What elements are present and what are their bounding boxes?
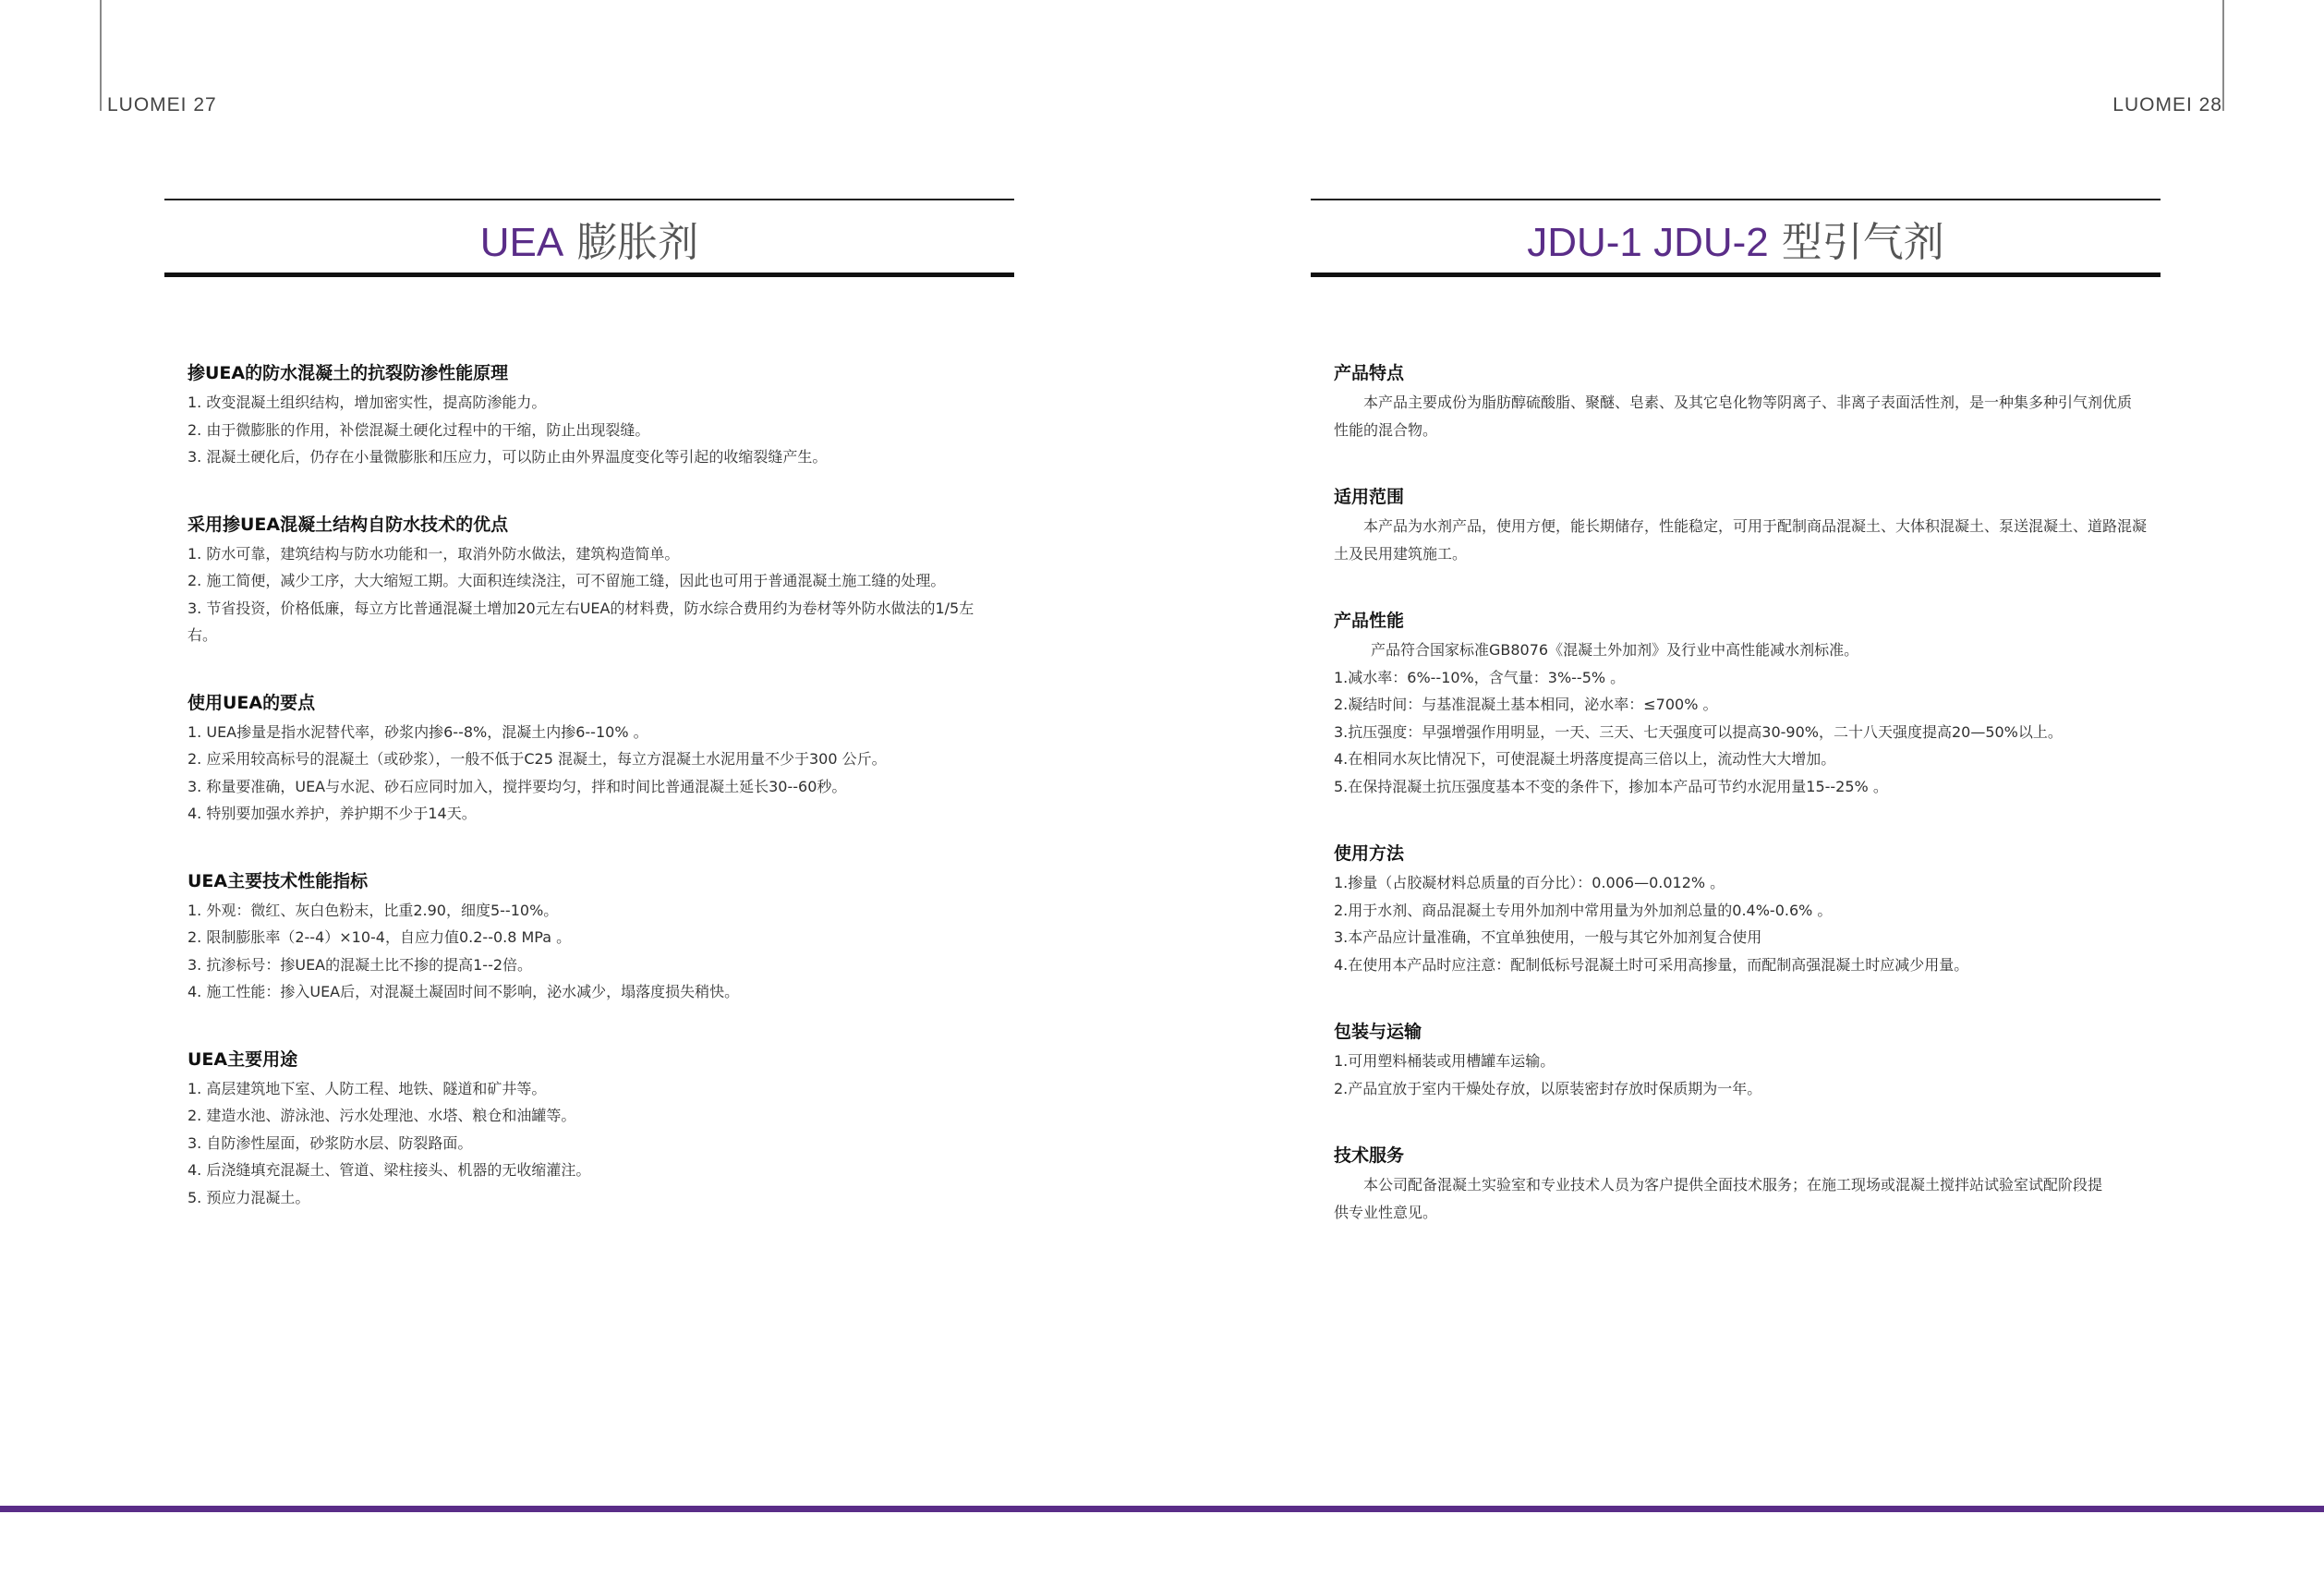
section-usage-method — [1334, 841, 2161, 978]
section-heading: 使用方法 — [1334, 843, 1405, 864]
list-item: 3. 自防渗性屋面，砂浆防水层、防裂路面。 — [188, 1133, 473, 1152]
list-item: 2. 限制膨胀率（2--4）×10-4，自应力值0.2--0.8 MPa 。 — [188, 928, 572, 946]
list-item: 1.减水率：6%--10%，含气量：3%--5% 。 — [1334, 668, 1626, 686]
list-item: 4. 施工性能：掺入UEA后，对混凝土凝固时间不影响，泌水减少，塌落度损失稍快。 — [188, 983, 740, 1000]
section-heading: 产品性能 — [1334, 611, 1405, 631]
paragraph-line: 本产品主要成份为脂肪醇硫酸脂、聚醚、皂素、及其它皂化物等阴离子、非离子表面活性剂，是一种集多种引气剂优质 — [1363, 394, 2133, 411]
section-tech-service — [1334, 1143, 2161, 1226]
left-title-accent: UEA — [479, 220, 564, 265]
paragraph-line: 产品符合国家标准GB8076《混凝土外加剂》及行业中高性能减水剂标准。 — [1371, 641, 1859, 659]
list-item: 1.可用塑料桶装或用槽罐车运输。 — [1334, 1052, 1555, 1070]
list-item: 1. UEA掺量是指水泥替代率，砂浆内掺6--8%，混凝土内掺6--10% 。 — [188, 722, 648, 741]
list-item: 2.产品宜放于室内干燥处存放，以原装密封存放时保质期为一年。 — [1334, 1079, 1762, 1097]
list-item: 1.掺量（占胶凝材料总质量的百分比）：0.006—0.012% 。 — [1334, 874, 1725, 891]
list-item: 3. 称量要准确，UEA与水泥、砂石应同时加入，搅拌要均匀，拌和时间比普通混凝土延长30--60秒。 — [188, 777, 847, 795]
section-product-features — [1334, 360, 2161, 443]
right-title-accent: JDU-1 JDU-2 — [1527, 220, 1769, 265]
list-item: 2.凝结时间：与基准混凝土基本相同，泌水率：≤700% 。 — [1334, 696, 1718, 713]
list-item: 4.在相同水灰比情况下，可使混凝土坍落度提高三倍以上，流动性大大增加。 — [1334, 750, 1836, 768]
section-heading: UEA主要技术性能指标 — [188, 870, 369, 891]
left-title-rest: 膨胀剂 — [563, 219, 699, 266]
section-uea-applications — [188, 1047, 1014, 1212]
list-item: 4. 后浇缝填充混凝土、管道、梁柱接头、机器的无收缩灌注。 — [188, 1161, 591, 1179]
list-item: 5. 预应力混凝土。 — [188, 1188, 310, 1206]
left-content — [164, 277, 1014, 1211]
section-heading: 适用范围 — [1334, 487, 1405, 507]
section-heading: 使用UEA的要点 — [188, 692, 316, 713]
list-item: 5.在保持混凝土抗压强度基本不变的条件下，掺加本产品可节约水泥用量15--25% 。 — [1334, 777, 1888, 795]
left-page-title — [164, 200, 1014, 273]
right-page-title — [1311, 200, 2161, 273]
paragraph-line: 土及民用建筑施工。 — [1334, 544, 1468, 563]
section-heading: 技术服务 — [1334, 1145, 1405, 1166]
paragraph-line: 性能的混合物。 — [1334, 420, 1438, 439]
section-uea-advantages — [188, 512, 1014, 649]
right-page-number: LUOMEI 28 — [2112, 94, 2222, 115]
list-item: 2. 施工简便，减少工序，大大缩短工期。大面积连续浇注，可不留施工缝，因此也可用于普通混凝土施工缝的处理。 — [188, 572, 946, 589]
list-item: 4.在使用本产品时应注意：配制低标号混凝土时可采用高掺量，而配制高强混凝土时应减少用量。 — [1334, 955, 1969, 974]
left-page-number: LUOMEI 27 — [107, 94, 217, 115]
list-item: 1. 改变混凝土组织结构，增加密实性，提高防渗能力。 — [188, 394, 547, 411]
list-item: 3. 混凝土硬化后，仍存在小量微膨胀和压应力，可以防止由外界温度变化等引起的收缩裂缝产生。 — [188, 448, 828, 466]
right-page-column — [1311, 199, 2161, 1266]
paragraph-line: 本公司配备混凝土实验室和专业技术人员为客户提供全面技术服务；在施工现场或混凝土搅拌站试验室试配阶段提 — [1363, 1176, 2103, 1193]
list-item: 3. 抗渗标号：掺UEA的混凝土比不掺的提高1--2倍。 — [188, 955, 533, 974]
section-uea-specs — [188, 868, 1014, 1006]
section-scope — [1334, 484, 2161, 567]
section-packaging — [1334, 1019, 2161, 1102]
section-heading: 包装与运输 — [1334, 1022, 1422, 1042]
section-uea-principle — [188, 360, 1014, 471]
paragraph-line: 本产品为水剂产品，使用方便，能长期储存，性能稳定，可用于配制商品混凝土、大体积混凝土、泵送混凝土、道路混凝 — [1363, 517, 2148, 535]
paragraph-line: 供专业性意见。 — [1334, 1203, 1438, 1221]
section-uea-usage-points — [188, 690, 1014, 828]
section-heading: 采用掺UEA混凝土结构自防水技术的优点 — [188, 514, 509, 535]
section-heading: 掺UEA的防水混凝土的抗裂防渗性能原理 — [188, 363, 509, 383]
list-item: 2. 应采用较高标号的混凝土（或砂浆），一般不低于C25 混凝土，每立方混凝土水泥用量不少于300 公斤。 — [188, 750, 887, 768]
list-item: 1. 高层建筑地下室、人防工程、地铁、隧道和矿井等。 — [188, 1079, 547, 1097]
list-item: 2. 由于微膨胀的作用，补偿混凝土硬化过程中的干缩，防止出现裂缝。 — [188, 420, 650, 439]
list-item: 3.本产品应计量准确，不宜单独使用，一般与其它外加剂复合使用 — [1334, 928, 1762, 946]
list-item: 3. 节省投资，价格低廉，每立方比普通混凝土增加20元左右UEA的材料费，防水综合费用约为卷材等外防水做法的1/5左 — [188, 599, 974, 617]
list-item: 3.抗压强度：早强增强作用明显，一天、三天、七天强度可以提高30-90%，二十八天强度提高20—50%以上。 — [1334, 722, 2063, 741]
right-content — [1311, 277, 2161, 1226]
section-heading: UEA主要用途 — [188, 1048, 298, 1070]
list-item: 4. 特别要加强水养护，养护期不少于14天。 — [188, 805, 477, 822]
section-performance — [1334, 608, 2161, 800]
left-page-corner-mark — [100, 0, 102, 111]
list-item: 2.用于水剂、商品混凝土专用外加剂中常用量为外加剂总量的0.4%-0.6% 。 — [1334, 901, 1833, 919]
right-title-rest: 型引气剂 — [1768, 219, 1944, 266]
list-item: 1. 外观：微红、灰白色粉末，比重2.90，细度5--10%。 — [188, 901, 559, 919]
left-page-column — [164, 199, 1014, 1252]
footer-accent-bar — [0, 1506, 2324, 1512]
list-item: 右。 — [188, 626, 218, 644]
list-item: 2. 建造水池、游泳池、污水处理池、水塔、粮仓和油罐等。 — [188, 1107, 576, 1124]
list-item: 1. 防水可靠，建筑结构与防水功能和一，取消外防水做法，建筑构造简单。 — [188, 544, 680, 563]
section-heading: 产品特点 — [1334, 363, 1405, 383]
right-page-corner-mark — [2222, 0, 2224, 111]
